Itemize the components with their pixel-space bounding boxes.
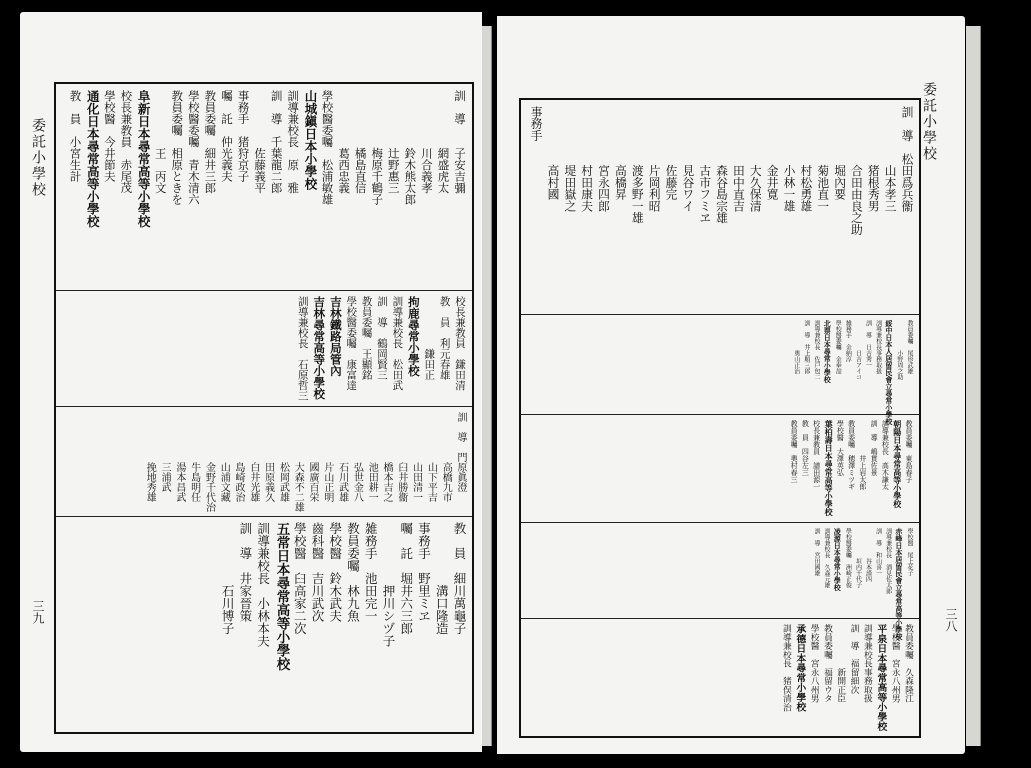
- staff-entry: 日吉アイコ: [854, 320, 862, 380]
- staff-entry: 押川シヅ子: [381, 522, 396, 647]
- staff-entry: 事務手: [529, 106, 544, 142]
- listing-band: [521, 618, 919, 736]
- staff-entry: 菊池直一: [815, 106, 830, 212]
- staff-entry: 弘世金八: [351, 412, 363, 502]
- staff-entry: 山浦文藏: [218, 412, 230, 502]
- staff-entry: 學校醫 鈴木武夫: [327, 522, 343, 622]
- staff-entry: 學校醫委囑 松浦敏雄: [320, 90, 335, 205]
- staff-entry: 島崎政治: [233, 412, 245, 502]
- staff-entry: 堤田嶽之: [562, 106, 577, 212]
- staff-entry: 學校醫委囑 康富達: [345, 296, 358, 391]
- staff-entry: 學校醫委囑 洲崎正俊: [844, 528, 852, 588]
- staff-entry: 學校醫委囑 青木清六: [186, 90, 201, 205]
- staff-entry: 囑 託 仲光義夫: [219, 90, 234, 182]
- staff-entry: 教員委囑 細井三郎: [203, 90, 218, 194]
- staff-entry: 訓 導 門原眞澄: [455, 412, 466, 492]
- staff-entry: 訓 導 日吉秀一: [864, 320, 872, 368]
- staff-entry: 學校醫 大澤英弘: [836, 420, 845, 476]
- listing-band: [521, 100, 919, 315]
- staff-entry: 訓導兼校長 松田武: [391, 296, 404, 391]
- staff-entry: 三浦武: [159, 412, 171, 492]
- staff-entry: 谷本謹四: [864, 528, 872, 582]
- school-heading: 五常日本尋常高等小學校: [273, 522, 290, 671]
- staff-entry: 片山正明: [321, 412, 333, 502]
- staff-entry: 高村國: [545, 106, 560, 200]
- staff-entry: 訓 導 和山喜一: [874, 528, 882, 576]
- school-heading: 吉林尋常高等小學校: [312, 296, 327, 400]
- staff-entry: 訓導兼校長 佐戸包二: [812, 320, 820, 380]
- school-heading: 平泉日本尋常高等小學校: [875, 624, 887, 732]
- staff-entry: 田原義久: [262, 412, 274, 502]
- school-heading: 阜新日本尋常高等小學校: [136, 90, 152, 228]
- listing-frame-right: [519, 98, 921, 738]
- page-number-right: 三八: [944, 608, 958, 632]
- listing-band: [56, 84, 472, 291]
- staff-entry: 溝口隆造: [434, 522, 450, 635]
- listing-band: [521, 314, 919, 425]
- staff-entry: 村田康夫: [579, 106, 594, 212]
- staff-entry: 山田清一: [410, 412, 422, 502]
- staff-entry: 宮永四郎: [596, 106, 611, 212]
- listing-band: [521, 522, 919, 640]
- staff-entry: 高橋昇: [613, 106, 628, 200]
- staff-entry: 訓 導 井家晉策: [237, 522, 253, 622]
- staff-entry: 教 員 小宮生計: [68, 90, 83, 182]
- staff-entry: 教員委囑 穂澤ミツギ: [847, 420, 856, 490]
- staff-entry: 校長兼教員 鎌田清: [454, 296, 466, 391]
- listing-band: [56, 290, 472, 407]
- staff-entry: 訓導兼校長 原 雅: [286, 90, 301, 194]
- staff-entry: 王 丙文: [153, 90, 168, 194]
- staff-entry: 金野千代治: [203, 412, 215, 512]
- staff-entry: 教員委囑 福留ウタ: [821, 624, 832, 703]
- staff-entry: 古市フミヱ: [697, 106, 712, 224]
- staff-entry: 教 員 細川萬龜子: [452, 522, 467, 635]
- staff-entry: 網盛虎太: [436, 90, 451, 194]
- staff-entry: 齒科醫 吉川武次: [310, 522, 325, 622]
- staff-entry: 合田由良之助: [849, 106, 864, 236]
- staff-entry: 事務手 野里ミヱ: [416, 522, 432, 622]
- staff-entry: 佐藤義平: [253, 90, 268, 194]
- staff-entry: 猪根秀男: [866, 106, 881, 212]
- staff-entry: 白井光雄: [247, 412, 259, 502]
- staff-entry: 梅原千鶴子: [370, 90, 385, 205]
- staff-entry: 教 員 四谷左三: [801, 420, 810, 476]
- school-heading: 綏中日本人居留民會立尋常小學校: [884, 320, 894, 425]
- page-edge-right: [966, 26, 981, 746]
- staff-entry: 高橋九市: [440, 412, 452, 502]
- staff-entry: 葛西忠義: [337, 90, 352, 194]
- staff-entry: 教員委囑 相原ときを: [170, 90, 185, 205]
- staff-entry: 池田耕一: [366, 412, 378, 502]
- staff-entry: 教員委囑 尾形武雄: [906, 320, 913, 374]
- staff-entry: 囑 託 堀井六三郎: [398, 522, 414, 635]
- staff-entry: 片岡利昭: [647, 106, 662, 212]
- staff-entry: 雑務手 池田完一: [363, 522, 379, 622]
- staff-entry: 學校醫 臼高家二次: [292, 522, 308, 635]
- school-heading: 赤峰日本居留民會立尋常高等小學校: [894, 528, 904, 640]
- staff-entry: 挽地秀雄: [144, 412, 156, 502]
- staff-entry: 學校醫 宮永八州男: [889, 624, 900, 703]
- staff-entry: 小林一雄: [781, 106, 796, 212]
- school-heading: 北票日本尋常小學校: [823, 320, 833, 383]
- staff-entry: 渡多野一雄: [630, 106, 645, 224]
- staff-entry: 牛島明任: [188, 412, 200, 502]
- school-heading: 吉林鐵路局管內: [328, 296, 343, 377]
- school-heading: 朝陽日本尋常高等小學校: [892, 420, 903, 508]
- staff-entry: 金井寛: [765, 106, 780, 200]
- staff-entry: 學校醫 今井節夫: [102, 90, 117, 182]
- staff-entry: 國廣百栄: [307, 412, 319, 502]
- staff-entry: 事務手 猪狩京子: [236, 90, 251, 182]
- staff-entry: 訓導兼校長 猪俣清治: [780, 624, 791, 712]
- staff-entry: 石川武雄: [336, 412, 348, 502]
- staff-entry: 訓 導 嶋貫佐景: [870, 420, 879, 476]
- staff-entry: 山下平吉: [425, 412, 437, 502]
- staff-entry: 訓導兼校長事務取扱: [874, 320, 882, 374]
- staff-entry: 教員委囑 久森隆江: [903, 624, 913, 703]
- margin-title-left: 委託小學校: [30, 118, 46, 198]
- staff-entry: 訓 導 鶴岡賢三: [375, 296, 388, 380]
- staff-entry: 教員委囑 林九魚: [345, 522, 361, 622]
- staff-entry: 石川博子: [220, 522, 236, 635]
- staff-entry: 訓導兼校長 小林本夫: [255, 522, 271, 647]
- staff-entry: 橘島直信: [353, 90, 368, 194]
- staff-entry: 湯本昌武: [173, 412, 185, 502]
- listing-band: [521, 414, 919, 523]
- staff-entry: 教員委囑 奧村春三: [790, 420, 799, 483]
- staff-entry: 訓 導 宮田國雄: [812, 528, 820, 576]
- staff-entry: 訓導兼校長 石原哲三: [296, 296, 309, 401]
- staff-entry: 山本孝三: [883, 106, 898, 212]
- staff-entry: 學校醫 宮永八州男: [808, 624, 819, 703]
- staff-entry: 小野周之助: [895, 320, 903, 380]
- right-page: [497, 16, 965, 754]
- staff-entry: 訓 導 松田爲兵衞: [900, 106, 914, 212]
- listing-band: [56, 516, 472, 732]
- page-edge-left: [482, 26, 492, 746]
- staff-entry: 堀內要: [832, 106, 847, 200]
- staff-entry: 訓導兼校長 久森元雄: [823, 528, 831, 588]
- staff-entry: 學校醫委囑 金奉喆: [834, 320, 842, 374]
- listing-band: [56, 406, 472, 517]
- staff-entry: 奧山正治: [792, 320, 800, 374]
- staff-entry: 川合義孝: [419, 90, 434, 194]
- staff-entry: 垣内千代子: [854, 528, 862, 588]
- school-heading: 承德日本尋常小學校: [794, 624, 806, 712]
- staff-entry: 村松勇雄: [798, 106, 813, 212]
- staff-entry: 訓 導 福留細次: [848, 624, 859, 694]
- staff-entry: 鈴木熊太郎: [403, 90, 418, 205]
- staff-entry: 臼井勝衞: [395, 412, 407, 502]
- staff-entry: 松岡武雄: [277, 412, 289, 502]
- staff-entry: 訓 導 千葉龍二郎: [269, 90, 284, 194]
- staff-entry: 訓導兼校長事務取扱: [861, 624, 872, 703]
- staff-entry: 訓 導 井上順三郎: [802, 320, 810, 374]
- school-heading: 通化日本尋常高等小學校: [85, 90, 101, 228]
- staff-entry: 訓導兼校長 酒見佐太郎: [884, 528, 892, 594]
- school-heading: 拘鹿尋常小學校: [406, 296, 421, 377]
- listing-frame-left: [54, 82, 474, 734]
- staff-entry: 教員委囑 王顯銘: [360, 296, 373, 380]
- page-number-left: 三九: [31, 600, 45, 624]
- left-page: [20, 12, 482, 752]
- staff-entry: 辻野惠三: [386, 90, 401, 194]
- staff-entry: 佐藤完: [663, 106, 678, 200]
- school-heading: 山城鎭日本小學校: [302, 90, 318, 190]
- margin-title-right: 委託小學校: [921, 82, 937, 162]
- staff-entry: 大森不二雄: [292, 412, 304, 512]
- staff-entry: 井上岩太郎: [858, 420, 867, 490]
- staff-entry: 雑務手 金納淳: [844, 320, 852, 362]
- staff-entry: 校長兼教員 譜田源一: [812, 420, 821, 490]
- staff-entry: 教員委囑 東島春子: [905, 420, 913, 483]
- school-heading: 凌源日本尋常小學校: [833, 528, 843, 591]
- staff-entry: 校長兼教員 赤尾茂: [119, 90, 134, 194]
- staff-entry: 見谷ワイ: [680, 106, 695, 212]
- staff-entry: 田中直吉: [731, 106, 746, 212]
- staff-entry: 訓導兼校長 高木謙太: [881, 420, 890, 490]
- staff-entry: 大久保清: [748, 106, 763, 212]
- staff-entry: 訓 導 子安吉彌: [453, 90, 467, 194]
- staff-entry: 鎌田正: [423, 296, 436, 380]
- staff-entry: 新開正臣: [835, 624, 846, 703]
- school-heading: 葉柏壽日本尋常高等小學校: [824, 420, 835, 516]
- staff-entry: 橋本吉之: [381, 412, 393, 502]
- staff-entry: 教 員 利元春雄: [438, 296, 451, 380]
- staff-entry: 學校醫 尾上花子: [906, 528, 913, 576]
- staff-entry: 森谷島宗雄: [714, 106, 729, 224]
